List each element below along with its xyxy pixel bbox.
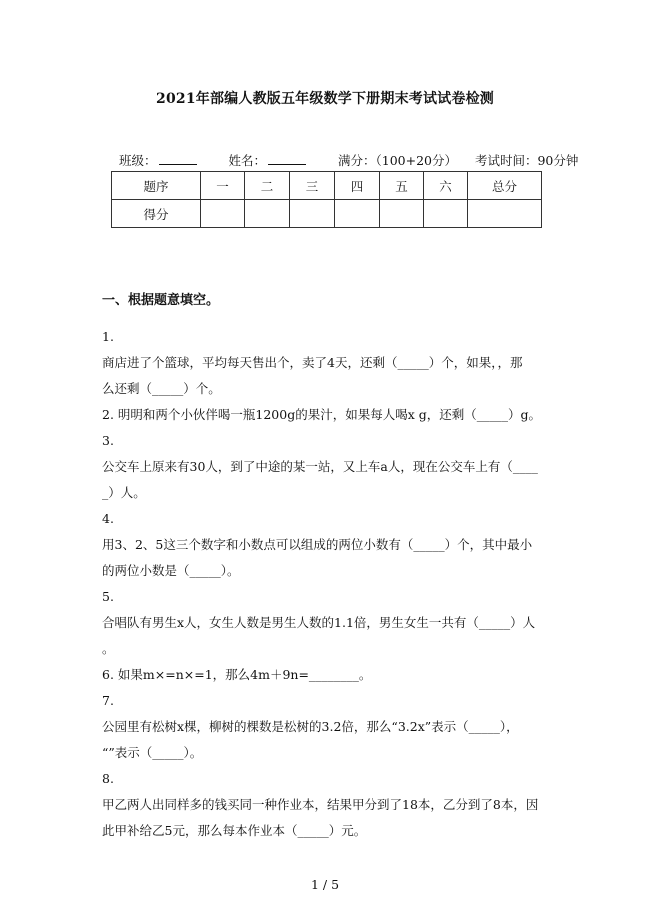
full-score: 满分：（100+20分） (338, 153, 457, 168)
header-cell: 题序 (112, 172, 201, 200)
question-line: 的两位小数是（_____）。 (102, 563, 240, 578)
question-line: 2. 明明和两个小伙伴喝一瓶1200g的果汁，如果每人喝x g，还剩（_____）g。 (102, 407, 541, 422)
question-line: 商店进了个篮球，平均每天售出个，卖了4天，还剩（_____）个，如果，，那 (102, 355, 523, 370)
name-field (229, 153, 321, 168)
question-line: 6. 如果m×=n×=1，那么4m＋9n=________。 (102, 667, 372, 682)
page-number: 1 / 5 (310, 877, 340, 892)
score-table-header-row (112, 172, 542, 200)
score-table (111, 171, 542, 228)
question-line: 1. (102, 329, 114, 344)
question-line: 7. (102, 693, 114, 708)
score-table-score-row (112, 200, 542, 228)
document-title: 2021年部编人教版五年级数学下册期末考试试卷检测 (156, 91, 494, 107)
score-cell (201, 200, 245, 228)
question-line: _）人。 (102, 485, 146, 500)
question-line: “”表示（_____）。 (102, 745, 203, 760)
question-line: 甲乙两人出同样多的钱买同一种作业本，结果甲分到了18本，乙分到了8本，因 (102, 797, 539, 812)
question-line: 合唱队有男生x人，女生人数是男生人数的1.1倍，男生女生一共有（_____）人 (102, 615, 536, 630)
header-cell: 四 (335, 172, 380, 200)
header-cell: 一 (201, 172, 245, 200)
score-cell (380, 200, 424, 228)
question-line: 么还剩（_____）个。 (102, 381, 221, 396)
score-cell (245, 200, 290, 228)
question-line: 5. (102, 589, 114, 604)
name-label: 姓名： (228, 153, 267, 168)
question-line: 公园里有松树x棵，柳树的棵数是松树的3.2倍，那么“3.2x”表示（_____）， (102, 719, 519, 734)
class-label: 班级： (119, 153, 157, 168)
score-cell (468, 200, 542, 228)
header-cell: 六 (424, 172, 468, 200)
question-line: 3. (102, 433, 114, 448)
score-cell (335, 200, 380, 228)
question-line: 用3、2、5这三个数字和小数点可以组成的两位小数有（_____）个，其中最小 (102, 537, 533, 552)
section-heading: 一、根据题意填空。 (102, 293, 220, 308)
question-line: 4. (102, 511, 114, 526)
name-blank (268, 154, 306, 165)
exam-info (119, 151, 578, 169)
header-cell: 总分 (468, 172, 542, 200)
header-cell: 三 (290, 172, 335, 200)
header-cell: 五 (380, 172, 424, 200)
header-cell: 二 (245, 172, 290, 200)
question-line: 。 (102, 641, 115, 656)
score-cell (290, 200, 335, 228)
class-field (119, 153, 211, 168)
exam-time: 考试时间：90分钟 (474, 153, 579, 168)
row-label-cell: 得分 (112, 200, 201, 228)
question-line: 此甲补给乙5元，那么每本作业本（_____）元。 (102, 823, 367, 838)
score-cell (424, 200, 468, 228)
question-line: 8. (102, 771, 114, 786)
question-line: 公交车上原来有30人，到了中途的某一站，又上车a人，现在公交车上有（____ (102, 459, 538, 474)
class-blank (159, 154, 197, 165)
